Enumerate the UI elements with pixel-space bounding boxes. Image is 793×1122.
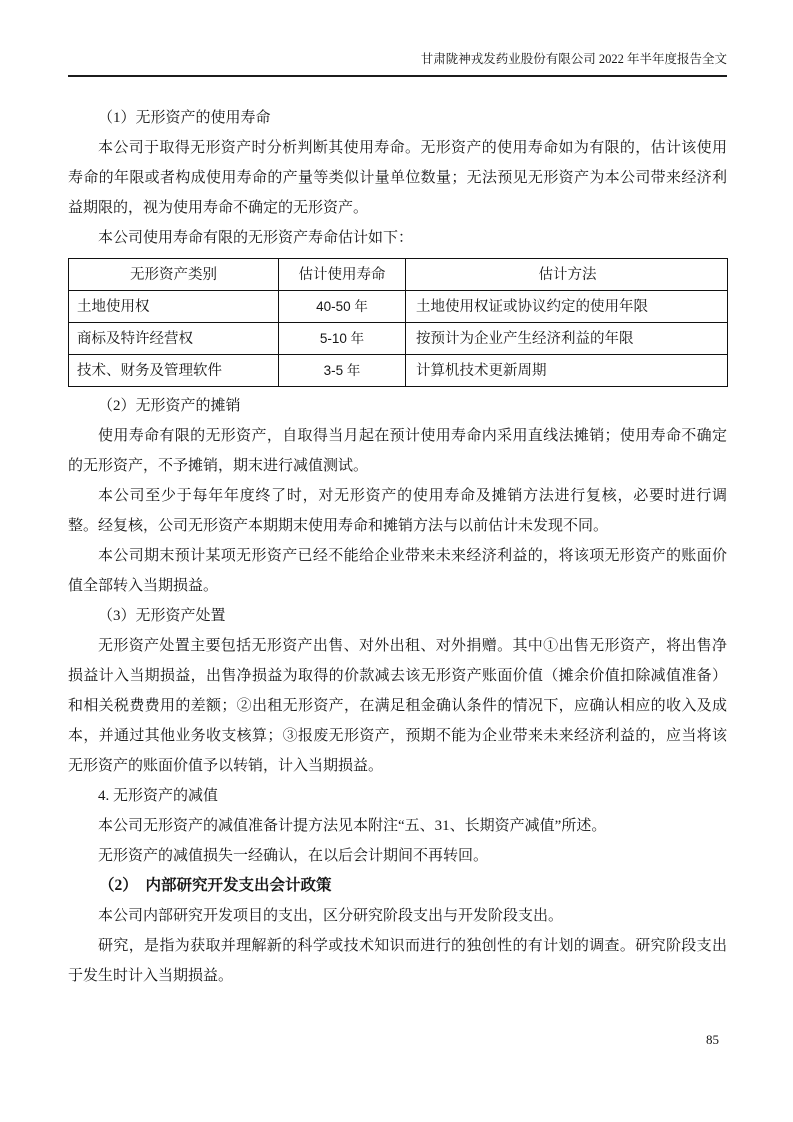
para-amortization-writeoff: 本公司期末预计某项无形资产已经不能给企业带来未来经济利益的，将该项无形资产的账面价值全部转入当期损益。 [68,548,727,594]
table-cell-method: 土地使用权证或协议约定的使用年限 [406,291,728,323]
table-cell-lifespan: 3-5 年 [279,355,406,387]
para-research-definition: 研究，是指为获取并理解新的科学或技术知识而进行的独创性的有计划的调查。研究阶段支出于发生时计入当期损益。 [68,938,727,984]
table-row-land-use-right [69,291,728,323]
table-cell-category: 技术、财务及管理软件 [69,355,279,387]
report-title: 甘肃陇神戎发药业股份有限公司 2022 年半年度报告全文 [420,52,727,66]
page-body [68,103,727,991]
table-cell-lifespan: 5-10 年 [279,323,406,355]
para-amortization-method: 使用寿命有限的无形资产，自取得当月起在预计使用寿命内采用直线法摊销；使用寿命不确定的无形资产，不予摊销，期末进行减值测试。 [68,428,727,474]
para-rd-classification: 本公司内部研究开发项目的支出，区分研究阶段支出与开发阶段支出。 [98,908,564,924]
table-cell-method: 按预计为企业产生经济利益的年限 [406,323,728,355]
para-impairment-no-reversal: 无形资产的减值损失一经确认，在以后会计期间不再转回。 [98,848,489,864]
heading-disposal: （3）无形资产处置 [98,608,226,624]
useful-life-table [68,258,728,387]
table-header-lifespan: 估计使用寿命 [279,259,406,291]
heading-amortization: （2）无形资产的摊销 [98,398,241,414]
page-number: 85 [706,1032,719,1047]
para-useful-life-estimate-intro: 本公司使用寿命有限的无形资产寿命估计如下： [98,230,414,246]
para-impairment-method: 本公司无形资产的减值准备计提方法见本附注“五、31、长期资产减值”所述。 [98,818,607,834]
table-row-trademark-franchise [69,323,728,355]
para-disposal-detail: 无形资产处置主要包括无形资产出售、对外出租、对外捐赠。其中①出售无形资产，将出售净损益计入当期损益，出售净损益为取得的价款减去该无形资产账面价值（摊余价值扣除减值准备）和相关税费费用的差额；②出租无形资产，在满足租金确认条件的情况下，应确认相应的收入及成本，并通过其他业务收支核算；③报废无形资产，预期不能为企业带来未来经济利益的，应当将该无形资产的账面价值予以转销，计入当期损益。 [68,638,727,774]
table-cell-category: 商标及特许经营权 [69,323,279,355]
table-cell-category: 土地使用权 [69,291,279,323]
report-header [68,50,727,77]
para-amortization-review: 本公司至少于每年年度终了时，对无形资产的使用寿命及摊销方法进行复核，必要时进行调整。经复核，公司无形资产本期期末使用寿命和摊销方法与以前估计未发现不同。 [68,488,727,534]
table-cell-method: 计算机技术更新周期 [406,355,728,387]
table-header-row [69,259,728,291]
table-cell-lifespan: 40-50 年 [279,291,406,323]
table-header-category: 无形资产类别 [69,259,279,291]
heading-impairment: 4. 无形资产的减值 [98,788,219,804]
table-header-method: 估计方法 [406,259,728,291]
heading-intangible-useful-life: （1）无形资产的使用寿命 [98,110,271,126]
heading-rd-expenditure-policy: （2） 内部研究开发支出会计政策 [99,877,332,894]
table-row-software [69,355,728,387]
para-useful-life-analysis: 本公司于取得无形资产时分析判断其使用寿命。无形资产的使用寿命如为有限的，估计该使用寿命的年限或者构成使用寿命的产量等类似计量单位数量；无法预见无形资产为本公司带来经济利益期限的，视为使用寿命不确定的无形资产。 [68,140,727,216]
